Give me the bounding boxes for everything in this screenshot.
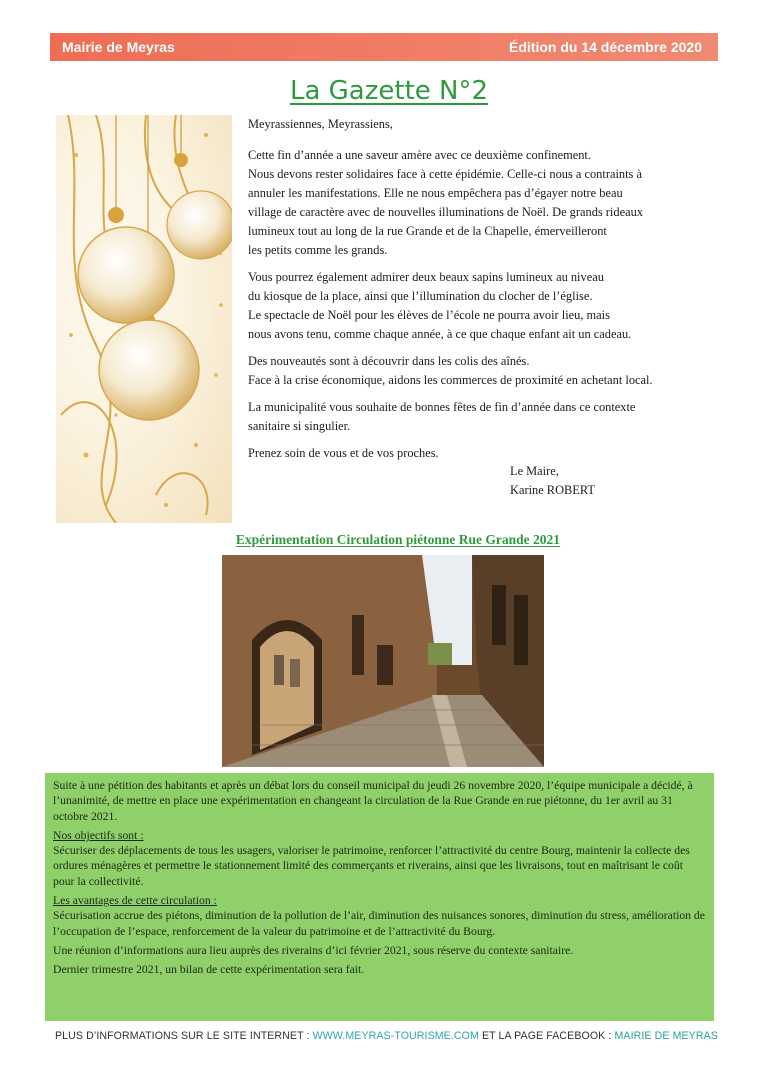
footer	[55, 1030, 718, 1042]
pedestrian-info-box	[45, 773, 714, 1021]
footer-middle: ET LA PAGE FACEBOOK :	[478, 1030, 615, 1042]
header-bar	[50, 33, 718, 61]
letter-paragraph: Prenez soin de vous et de vos proches.	[248, 446, 439, 460]
section-title: Expérimentation Circulation piétonne Rue Grande 2021	[235, 532, 561, 547]
letter-greeting: Meyrassiennes, Meyrassiens,	[248, 117, 393, 131]
footer-prefix: PLUS D’INFORMATIONS SUR LE SITE INTERNET :	[55, 1030, 313, 1042]
facebook-link[interactable]: MAIRIE DE MEYRAS	[614, 1030, 718, 1042]
advantages-text: Sécurisation accrue des piétons, diminution de la pollution de l’air, diminution des nuisances sonores, diminution du stress, amélioration de l’occupation de l’espace, renforcement de la valeur du patrimoine et de l’attractivité du Bourg.	[53, 909, 705, 938]
objectives-text: Sécuriser des déplacements de tous les usagers, valoriser le patrimoine, renforcer l’attractivité du centre Bourg, maintenir la collecte des ordures ménagères et permettre le stationnement limité des commerçants et riverains, ainsi que les livraisons, tout en maîtrisant le coût pour la collectivité.	[53, 844, 690, 888]
letter-paragraph: La municipalité vous souhaite de bonnes fêtes de fin d’année dans ce contexte sanitaire si singulier.	[248, 400, 636, 433]
mayor-letter	[248, 115, 708, 471]
signature	[510, 462, 595, 500]
objectives-heading: Nos objectifs sont :	[53, 828, 144, 842]
review-text: Dernier trimestre 2021, un bilan de cette expérimentation sera fait.	[53, 963, 365, 977]
rue-grande-illustration	[222, 555, 544, 767]
signature-name: Karine ROBERT	[510, 483, 595, 497]
letter-paragraph: Cette fin d’année a une saveur amère avec ce deuxième confinement. Nous devons rester solidaires face à cette épidémie. Celle-ci nous a contraints à annuler les manifestations. Elle ne nous empêchera pas d’égayer notre beau village de caractère avec de nouvelles illuminations de Noël. De grands rideaux lumineux tout au long de la rue Grande et de la Chapelle, émerveilleront les petits comme les grands.	[248, 148, 643, 257]
page-title: La Gazette N°2	[289, 76, 489, 106]
street-photo	[222, 555, 544, 767]
meeting-text: Une réunion d’informations aura lieu auprès des riverains d’ici février 2021, sous réserve du contexte sanitaire.	[53, 943, 574, 957]
mairie-name: Mairie de Meyras	[62, 39, 175, 55]
christmas-ornament-image	[56, 115, 232, 523]
signature-title: Le Maire,	[510, 464, 559, 478]
letter-paragraph: Vous pourrez également admirer deux beaux sapins lumineux au niveau du kiosque de la place, ainsi que l’illumination du clocher de l’église. Le spectacle de Noël pour les élèves de l’école ne pourra avoir lieu, mais nous avons tenu, comme chaque année, à ce que chaque enfant ait un cadeau.	[248, 270, 632, 341]
advantages-heading: Les avantages de cette circulation :	[53, 894, 217, 908]
website-link[interactable]: WWW.MEYRAS-TOURISME.COM	[312, 1030, 479, 1042]
letter-paragraph: Des nouveautés sont à découvrir dans les colis des aînés. Face à la crise économique, aidons les commerces de proximité en achetant local.	[248, 354, 653, 387]
christmas-baubles-illustration	[56, 115, 232, 523]
info-intro: Suite à une pétition des habitants et après un débat lors du conseil municipal du jeudi 26 novembre 2020, l’équipe municipale a décidé, à l’unanimité, de mettre en place une expérimentation en changeant la circulation de la Rue Grande en rue piétonne, du 1er avril au 31 octobre 2021.	[53, 779, 693, 823]
edition-date: Édition du 14 décembre 2020	[509, 39, 702, 55]
